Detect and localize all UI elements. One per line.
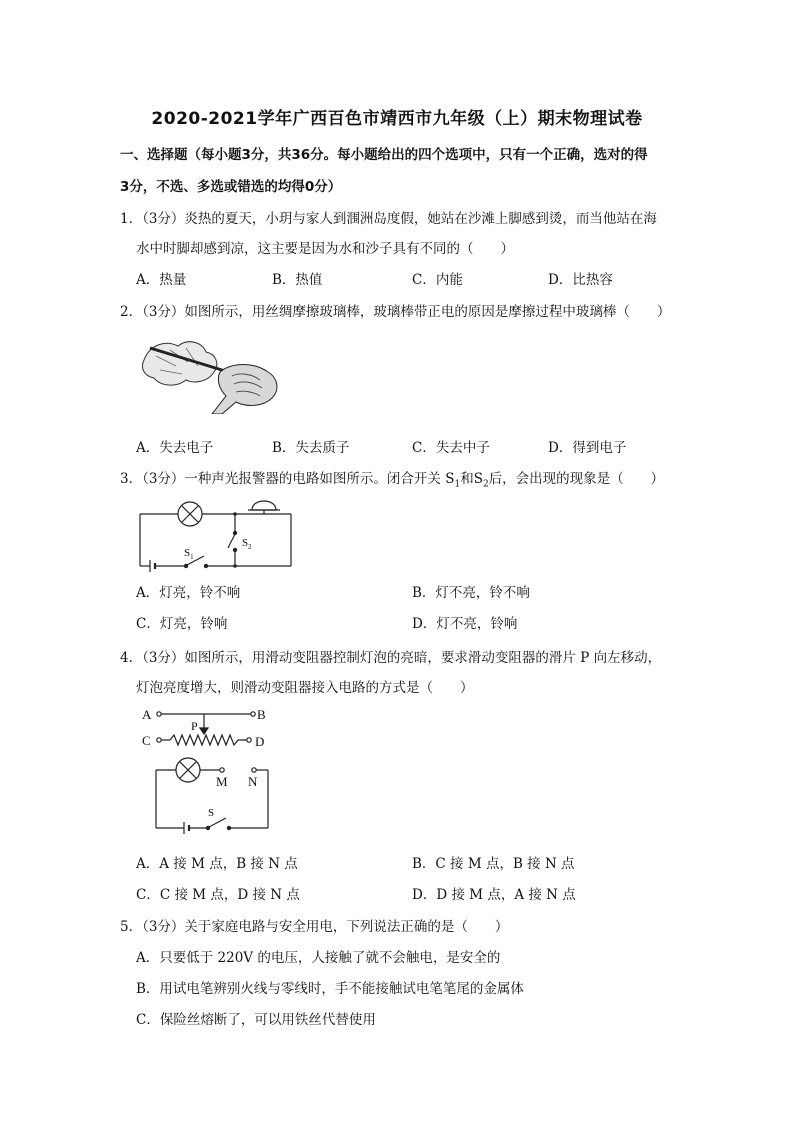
q5-option-c: C．保险丝熔断了，可以用铁丝代替使用 bbox=[136, 1012, 376, 1028]
q4-option-d: D．D 接 M 点，A 接 N 点 bbox=[412, 887, 576, 903]
svg-text:S2 bbox=[242, 537, 252, 551]
q3-stem-mid: 和S bbox=[460, 471, 483, 487]
q2-option-d: D．得到电子 bbox=[548, 440, 627, 456]
q2-stem-line1: 2．（3分）如图所示，用丝绸摩擦玻璃棒，玻璃棒带正电的原因是摩擦过程中玻璃棒（ ） bbox=[120, 304, 671, 320]
q3-stem-sub1: 1 bbox=[454, 479, 461, 490]
q4-fig-label-p: P bbox=[191, 719, 198, 733]
q4-fig-label-a: A bbox=[142, 707, 152, 722]
q5-option-b: B．用试电笔辨别火线与零线时，手不能接触试电笔笔尾的金属体 bbox=[136, 981, 524, 997]
q1-option-b: B．热值 bbox=[272, 272, 323, 288]
page-title: 2020-2021学年广西百色市靖西市九年级（上）期末物理试卷 bbox=[151, 109, 643, 129]
q4-figure-rheostat-circuit bbox=[136, 702, 276, 834]
q3-option-a: A．灯亮，铃不响 bbox=[136, 585, 241, 601]
q4-stem-line1: 4．（3分）如图所示，用滑动变阻器控制灯泡的亮暗，要求滑动变阻器的滑片 P 向左移动， bbox=[120, 650, 662, 666]
q5-option-a: A．只要低于 220V 的电压，人接触了就不会触电，是安全的 bbox=[136, 950, 501, 966]
q1-option-a: A．热量 bbox=[136, 272, 187, 288]
q1-stem-line2: 水中时脚却感到凉，这主要是因为水和沙子具有不同的（ ） bbox=[136, 241, 514, 257]
q1-stem-line1: 1．（3分）炎热的夏天，小玥与家人到涠洲岛度假，她站在沙滩上脚感到烫，而当他站在海 bbox=[120, 211, 657, 227]
q4-fig-label-b: B bbox=[257, 707, 266, 722]
q2-option-b: B．失去质子 bbox=[272, 440, 350, 456]
q3-option-c: C．灯亮，铃响 bbox=[136, 616, 228, 632]
q4-stem-line2: 灯泡亮度增大，则滑动变阻器接入电路的方式是（ ） bbox=[136, 680, 474, 696]
q3-figure-alarm-circuit bbox=[136, 490, 298, 574]
q4-fig-label-c: C bbox=[142, 733, 151, 748]
q3-stem-line1 bbox=[120, 467, 664, 490]
q4-option-c: C．C 接 M 点，D 接 N 点 bbox=[136, 887, 300, 903]
q4-fig-label-s: S bbox=[208, 807, 215, 819]
q4-option-a: A．A 接 M 点，B 接 N 点 bbox=[136, 856, 298, 872]
svg-text:S1 bbox=[184, 547, 194, 561]
q2-figure-rubbing-glass-rod bbox=[136, 332, 286, 414]
q5-stem-line1: 5．（3分）关于家庭电路与安全用电，下列说法正确的是（ ） bbox=[120, 919, 509, 935]
q3-fig-s1-label: S bbox=[184, 547, 191, 559]
q3-stem-sub2: 2 bbox=[482, 479, 489, 490]
q3-option-b: B．灯不亮，铃不响 bbox=[412, 585, 530, 601]
q4-option-b: B．C 接 M 点，B 接 N 点 bbox=[412, 856, 575, 872]
q3-fig-s2-label: S bbox=[242, 537, 249, 549]
q3-stem-post: 后，会出现的现象是（ ） bbox=[488, 471, 665, 487]
section-heading-line1: 一、选择题（每小题3分，共36分。每小题给出的四个选项中，只有一个正确，选对的得 bbox=[120, 147, 648, 163]
q3-fig-s2-sub: 2 bbox=[248, 543, 252, 551]
q4-fig-label-d: D bbox=[255, 734, 265, 749]
q1-option-d: D．比热容 bbox=[548, 272, 613, 288]
q3-stem-pre: 3．（3分）一种声光报警器的电路如图所示。闭合开关 S bbox=[120, 471, 455, 487]
q2-option-a: A．失去电子 bbox=[136, 440, 214, 456]
q3-fig-s1-sub: 1 bbox=[190, 553, 194, 561]
q1-option-c: C．内能 bbox=[412, 272, 463, 288]
q2-option-c: C．失去中子 bbox=[412, 440, 490, 456]
q4-fig-label-m: M bbox=[216, 774, 228, 789]
q3-option-d: D．灯不亮，铃响 bbox=[412, 616, 518, 632]
section-heading-line2: 3分，不选、多选或错选的均得0分） bbox=[120, 179, 342, 195]
q4-fig-label-n: N bbox=[248, 774, 258, 789]
